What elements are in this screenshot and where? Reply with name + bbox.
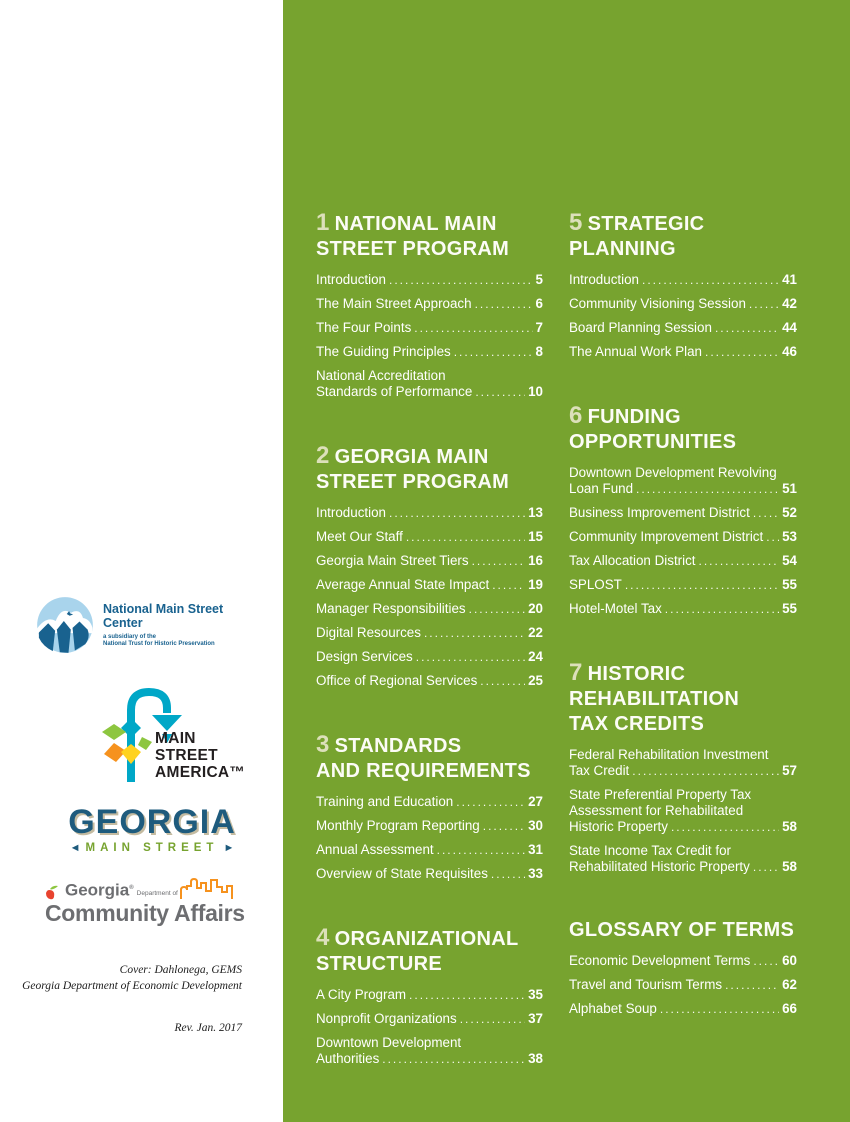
entry-label: Average Annual State Impact (316, 577, 490, 592)
section-title: STREET PROGRAM (316, 238, 510, 260)
entry-last-line (316, 272, 543, 288)
section-number: 3 (316, 731, 330, 758)
nmsc-sub-line2: National Trust for Historic Preservation (103, 641, 215, 647)
toc-entry-list (569, 465, 797, 617)
community-affairs-logo (45, 878, 255, 926)
toc-entry-list (316, 794, 543, 882)
section-number: 6 (569, 402, 583, 429)
page-number: 6 (535, 296, 543, 311)
entry-label: The Annual Work Plan (569, 344, 702, 359)
leader-dots (389, 505, 525, 521)
toc-entry (569, 787, 797, 835)
credits (10, 962, 242, 1036)
entry-last-line (316, 987, 543, 1003)
toc-entry (316, 649, 543, 665)
leader-dots (416, 649, 525, 665)
page-number: 62 (782, 977, 797, 992)
entry-label: National Accreditation (316, 368, 446, 383)
section-title: STRATEGIC (587, 213, 705, 235)
page-number: 55 (782, 601, 797, 616)
toc-entry (316, 625, 543, 641)
entry-last-line (316, 296, 543, 312)
page-number: 30 (528, 818, 543, 833)
leader-dots (632, 763, 779, 779)
entry-label: State Income Tax Credit for (569, 843, 732, 858)
section-heading (569, 660, 797, 737)
entry-last-line (569, 296, 797, 312)
entry-last-line (316, 601, 543, 617)
section-heading (316, 443, 543, 495)
entry-last-line (316, 818, 543, 834)
entry-label: Overview of State Requisites (316, 866, 488, 881)
section-title: STANDARDS (334, 735, 462, 757)
entry-last-line (316, 384, 543, 400)
toc-entry (316, 794, 543, 810)
page-number: 31 (528, 842, 543, 857)
section-heading (316, 210, 543, 262)
section-number: 1 (316, 209, 330, 236)
toc-entry (569, 529, 797, 545)
page-number: 20 (528, 601, 543, 616)
entry-last-line (316, 794, 543, 810)
leader-dots (492, 577, 525, 593)
entry-label: Monthly Program Reporting (316, 818, 480, 833)
leader-dots (491, 866, 525, 882)
toc-entry (316, 368, 543, 400)
toc-entry-list (316, 272, 543, 400)
toc-entry (316, 553, 543, 569)
leader-dots (665, 601, 779, 617)
leader-dots (699, 553, 780, 569)
entry-label: Board Planning Session (569, 320, 712, 335)
toc-entry (316, 505, 543, 521)
leader-dots (671, 819, 779, 835)
dca-community-affairs-label: Community Affairs (45, 900, 245, 926)
page-number: 16 (528, 553, 543, 568)
section-number: 4 (316, 924, 330, 951)
entry-label: Assessment for Rehabilitated (569, 803, 744, 818)
nmsc-name-line2: Center (103, 616, 143, 630)
entry-last-line (316, 625, 543, 641)
entry-label: Historic Property (569, 819, 668, 834)
entry-label: Training and Education (316, 794, 454, 809)
page-number: 52 (782, 505, 797, 520)
section-title: GLOSSARY OF TERMS (569, 919, 795, 941)
page-number: 8 (535, 344, 543, 359)
section-title: OPPORTUNITIES (569, 431, 737, 453)
entry-label: Digital Resources (316, 625, 421, 640)
leader-dots (475, 384, 525, 400)
toc-entry (569, 505, 797, 521)
toc-entry (316, 320, 543, 336)
leader-dots (715, 320, 779, 336)
toc-entry (569, 747, 797, 779)
toc-section (569, 403, 797, 617)
entry-label: Manager Responsibilities (316, 601, 466, 616)
toc-entry (316, 601, 543, 617)
toc-entry (316, 987, 543, 1003)
entry-label: Georgia Main Street Tiers (316, 553, 469, 568)
section-number: 2 (316, 442, 330, 469)
page-number: 25 (528, 673, 543, 688)
page-number: 37 (528, 1011, 543, 1026)
entry-last-line (316, 1051, 543, 1067)
national-main-street-center-logo (36, 596, 223, 654)
toc-section (569, 660, 797, 875)
toc-entry (316, 866, 543, 882)
page-number: 5 (535, 272, 543, 287)
page-number: 41 (782, 272, 797, 287)
section-title: GEORGIA MAIN (334, 446, 489, 468)
leader-dots (749, 296, 779, 312)
left-margin (0, 0, 283, 1122)
entry-label: Standards of Performance (316, 384, 473, 399)
entry-last-line (316, 577, 543, 593)
nmsc-name-line1: National Main Street (103, 602, 224, 616)
leader-dots (406, 529, 525, 545)
toc-entry (316, 1035, 543, 1067)
entry-last-line (316, 529, 543, 545)
leader-dots (382, 1051, 525, 1067)
gms-left-arrow-icon: ◄ (69, 842, 81, 854)
msa-line1: MAIN STREET (155, 730, 218, 764)
leader-dots (483, 818, 525, 834)
leader-dots (456, 794, 525, 810)
entry-label: Design Services (316, 649, 413, 664)
entry-last-line (569, 577, 797, 593)
entry-last-line (316, 1011, 543, 1027)
entry-label: Downtown Development (316, 1035, 462, 1050)
leader-dots (766, 529, 779, 545)
toc-entry (316, 344, 543, 360)
entry-label: Tax Credit (569, 763, 630, 778)
toc-entry (316, 272, 543, 288)
entry-last-line (569, 553, 797, 569)
msa-line2: AMERICA™ (155, 764, 246, 781)
entry-last-line (316, 344, 543, 360)
toc-entry (316, 1011, 543, 1027)
section-title: NATIONAL MAIN (334, 213, 497, 235)
leader-dots (460, 1011, 525, 1027)
entry-last-line (569, 272, 797, 288)
toc-column-left (316, 210, 543, 1075)
entry-label: The Guiding Principles (316, 344, 451, 359)
toc-entry (569, 320, 797, 336)
entry-label: Community Visioning Session (569, 296, 746, 311)
revision-date: Rev. Jan. 2017 (174, 1022, 242, 1034)
section-title: REHABILITATION (569, 688, 740, 710)
toc-section (316, 210, 543, 400)
leader-dots (414, 320, 532, 336)
page-number: 10 (528, 384, 543, 399)
entry-last-line (569, 481, 797, 497)
entry-label: Introduction (316, 272, 386, 287)
leader-dots (454, 344, 533, 360)
page-number: 54 (782, 553, 797, 568)
leader-dots (389, 272, 533, 288)
toc-entry (569, 1001, 797, 1017)
cover-credit-line: Cover: Dahlonega, GEMS (119, 964, 242, 976)
toc-entry (316, 842, 543, 858)
entry-label: Meet Our Staff (316, 529, 403, 544)
entry-last-line (316, 842, 543, 858)
page-number: 42 (782, 296, 797, 311)
page-number: 15 (528, 529, 543, 544)
entry-label: The Four Points (316, 320, 412, 335)
toc-entry (569, 465, 797, 497)
section-heading (569, 210, 797, 262)
entry-label: Rehabilitated Historic Property (569, 859, 750, 874)
toc-entry (569, 953, 797, 969)
toc-entry-list (569, 747, 797, 875)
dca-georgia-label: Georgia® (65, 881, 134, 900)
entry-label: Introduction (316, 505, 386, 520)
toc-entry-list (569, 272, 797, 360)
toc-section (316, 443, 543, 689)
nmsc-sub-line1: a subsidiary of the (103, 634, 157, 640)
leader-dots (472, 553, 526, 569)
toc-section (569, 210, 797, 360)
section-title: PLANNING (569, 238, 676, 260)
toc-entry-list (569, 953, 797, 1017)
leader-dots (625, 577, 779, 593)
section-number: 5 (569, 209, 583, 236)
dca-peach-icon (45, 884, 63, 900)
page-number: 38 (528, 1051, 543, 1066)
gms-main-street-label: MAIN STREET (85, 842, 219, 854)
main-street-america-logo (98, 682, 263, 787)
entry-label: Downtown Development Revolving (569, 465, 777, 480)
entry-last-line (569, 819, 797, 835)
entry-label: A City Program (316, 987, 407, 1002)
entry-last-line (569, 859, 797, 875)
dca-department-of-label: Department of (136, 890, 178, 897)
leader-dots (409, 987, 525, 1003)
georgia-main-street-logo (52, 804, 252, 854)
entry-label: Authorities (316, 1051, 380, 1066)
nmsc-mountain-icon (36, 596, 94, 654)
section-title: TAX CREDITS (569, 713, 705, 735)
table-of-contents-panel (283, 0, 850, 1122)
toc-column-right (569, 210, 797, 1025)
page-number: 13 (528, 505, 543, 520)
leader-dots (660, 1001, 779, 1017)
entry-label: Alphabet Soup (569, 1001, 657, 1016)
page-number: 27 (528, 794, 543, 809)
page-number: 7 (535, 320, 543, 335)
dca-registered-mark: ® (129, 885, 134, 892)
section-title: HISTORIC (587, 663, 686, 685)
page-number: 58 (782, 859, 797, 874)
page-number: 19 (528, 577, 543, 592)
toc-entry (569, 843, 797, 875)
leader-dots (642, 272, 779, 288)
page-number: 66 (782, 1001, 797, 1016)
entry-last-line (316, 320, 543, 336)
page-number: 33 (528, 866, 543, 881)
entry-last-line (569, 505, 797, 521)
page-number: 35 (528, 987, 543, 1002)
leader-dots (469, 601, 525, 617)
photo-credit-line: Georgia Department of Economic Development (22, 980, 242, 992)
toc-entry (569, 553, 797, 569)
toc-entry (569, 977, 797, 993)
leader-dots (424, 625, 525, 641)
entry-label: Office of Regional Services (316, 673, 478, 688)
section-title: STREET PROGRAM (316, 471, 510, 493)
dca-skyline-icon (180, 878, 236, 900)
nmsc-wordmark (103, 596, 223, 648)
leader-dots (753, 859, 779, 875)
leader-dots (480, 673, 525, 689)
page-number: 53 (782, 529, 797, 544)
entry-label: Economic Development Terms (569, 953, 751, 968)
section-heading (569, 918, 797, 943)
entry-last-line (569, 977, 797, 993)
entry-last-line (569, 763, 797, 779)
entry-label: State Preferential Property Tax (569, 787, 752, 802)
section-heading (316, 732, 543, 784)
toc-entry (569, 272, 797, 288)
page-number: 46 (782, 344, 797, 359)
leader-dots (725, 977, 779, 993)
toc-entry (316, 818, 543, 834)
entry-label: Nonprofit Organizations (316, 1011, 457, 1026)
toc-entry (316, 673, 543, 689)
gms-georgia-wordmark: GEORGIA (68, 803, 236, 841)
entry-last-line (569, 601, 797, 617)
entry-label: Business Improvement District (569, 505, 750, 520)
section-title: STRUCTURE (316, 953, 443, 975)
leader-dots (705, 344, 779, 360)
page-number: 60 (782, 953, 797, 968)
toc-entry (316, 577, 543, 593)
entry-last-line (569, 344, 797, 360)
entry-label: Travel and Tourism Terms (569, 977, 723, 992)
toc-section (316, 732, 543, 882)
page-number: 55 (782, 577, 797, 592)
section-title: FUNDING (587, 406, 681, 428)
entry-last-line (316, 505, 543, 521)
page-number: 44 (782, 320, 797, 335)
entry-label: Hotel-Motel Tax (569, 601, 662, 616)
entry-last-line (569, 953, 797, 969)
entry-label: Loan Fund (569, 481, 634, 496)
leader-dots (753, 505, 779, 521)
entry-last-line (316, 866, 543, 882)
entry-last-line (569, 320, 797, 336)
toc-entry (316, 296, 543, 312)
leader-dots (475, 296, 533, 312)
entry-last-line (569, 1001, 797, 1017)
section-title: AND REQUIREMENTS (316, 760, 531, 782)
toc-entry (569, 577, 797, 593)
leader-dots (753, 953, 779, 969)
page-number: 51 (782, 481, 797, 496)
page-number: 57 (782, 763, 797, 778)
entry-label: Community Improvement District (569, 529, 764, 544)
toc-entry (569, 344, 797, 360)
entry-label: SPLOST (569, 577, 622, 592)
entry-label: The Main Street Approach (316, 296, 472, 311)
page-number: 22 (528, 625, 543, 640)
leader-dots (437, 842, 525, 858)
toc-entry-list (316, 987, 543, 1067)
entry-label: Annual Assessment (316, 842, 434, 857)
leader-dots (636, 481, 779, 497)
gms-right-arrow-icon: ► (223, 842, 235, 854)
entry-last-line (316, 673, 543, 689)
toc-section (316, 925, 543, 1067)
entry-last-line (569, 529, 797, 545)
section-heading (569, 403, 797, 455)
entry-label: Introduction (569, 272, 639, 287)
msa-wordmark (155, 730, 263, 781)
section-title: ORGANIZATIONAL (334, 928, 519, 950)
page-number: 58 (782, 819, 797, 834)
toc-entry (569, 601, 797, 617)
toc-section (569, 918, 797, 1017)
toc-entry (316, 529, 543, 545)
section-heading (316, 925, 543, 977)
toc-entry (569, 296, 797, 312)
entry-last-line (316, 649, 543, 665)
section-number: 7 (569, 659, 583, 686)
toc-entry-list (316, 505, 543, 689)
entry-label: Tax Allocation District (569, 553, 696, 568)
entry-last-line (316, 553, 543, 569)
page-number: 24 (528, 649, 543, 664)
entry-label: Federal Rehabilitation Investment (569, 747, 769, 762)
